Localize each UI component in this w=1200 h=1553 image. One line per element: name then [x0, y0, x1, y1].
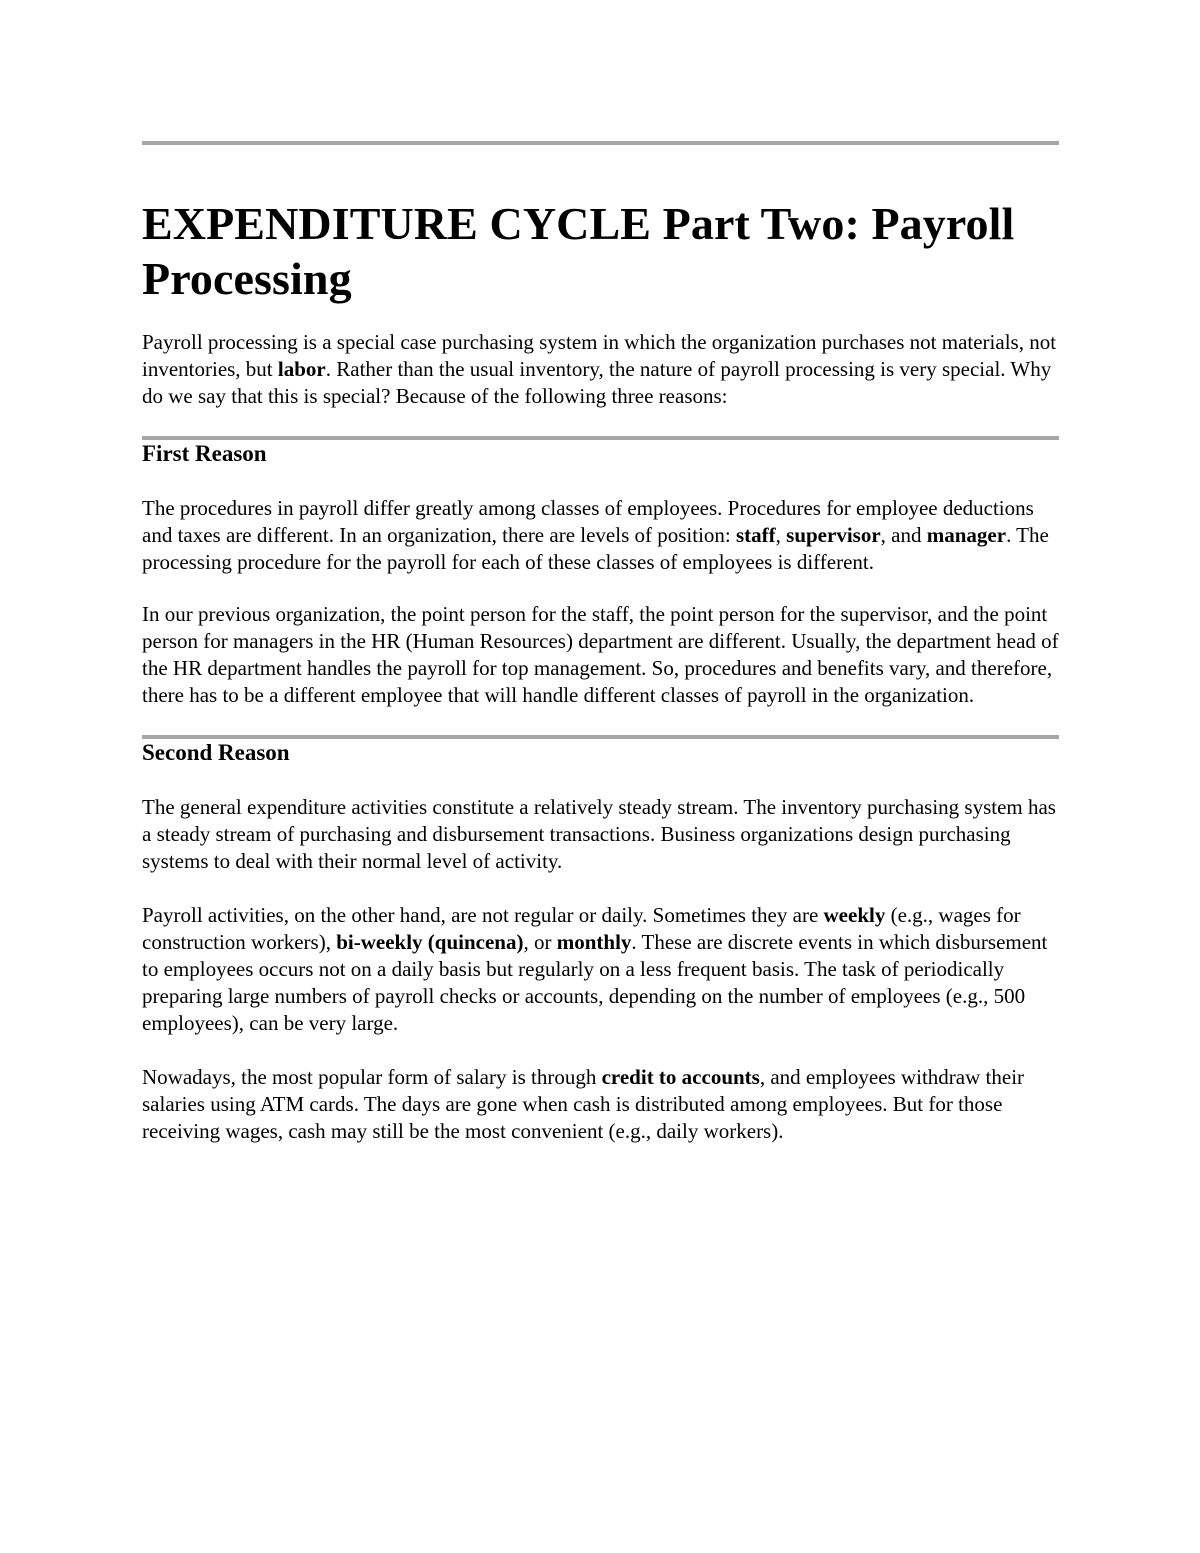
- intro-text-2: . Rather than the usual inventory, the nature of payroll processing is very special. Why do we say that this is special? Because of the following three reasons:: [142, 357, 1052, 408]
- text-run: (e.g., wages for construction workers),: [142, 903, 1021, 954]
- second-reason-paragraph-3: [142, 1064, 1059, 1145]
- intro-bold-labor: labor: [277, 357, 326, 381]
- first-reason-paragraph-1: [142, 495, 1059, 576]
- text-run: The procedures in payroll differ greatly among classes of employees. Procedures for employee deductions and taxes are different. In an organization, there are levels of position:: [142, 496, 1034, 547]
- second-reason-paragraph-1: The general expenditure activities constitute a relatively steady stream. The inventory purchasing system has a steady stream of purchasing and disbursement transactions. Business organizations design purchasing systems to deal with their normal level of activity.: [142, 795, 1056, 873]
- bold-weekly: weekly: [823, 903, 886, 927]
- text-run: ,: [775, 523, 787, 547]
- bold-credit-to-accounts: credit to accounts: [601, 1065, 760, 1089]
- text-run: , and employees withdraw their salaries using ATM cards. The days are gone when cash is distributed among employees. But for those receiving wages, cash may still be the most convenient (e.g., daily workers).: [142, 1065, 1025, 1143]
- first-reason-paragraph-2: In our previous organization, the point person for the staff, the point person for the supervisor, and the point person for managers in the HR (Human Resources) department are different. Usually, the department head of the HR department handles the payroll for top management. So, procedures and benefits vary, and therefore, there has to be a different employee that will handle different classes of payroll in the organization.: [142, 602, 1059, 707]
- horizontal-rule-top: [142, 141, 1059, 145]
- second-reason-paragraph-2: [142, 902, 1059, 1037]
- text-run: . The processing procedure for the payroll for each of these classes of employees is different.: [142, 523, 1049, 574]
- text-run: . These are discrete events in which disbursement to employees occurs not on a daily basis but regularly on a less frequent basis. The task of periodically preparing large numbers of payroll checks or accounts, depending on the number of employees (e.g., 500 employees), can be very large.: [142, 930, 1048, 1035]
- text-run: Nowadays, the most popular form of salary is through: [142, 1065, 602, 1089]
- bold-monthly: monthly: [556, 930, 632, 954]
- text-run: , and: [880, 523, 927, 547]
- intro-text-1: Payroll processing is a special case purchasing system in which the organization purchases not materials, not inventories, but: [142, 330, 1057, 381]
- bold-supervisor: supervisor: [786, 523, 881, 547]
- bold-manager: manager: [926, 523, 1007, 547]
- intro-paragraph: [142, 329, 1059, 410]
- first-reason-heading: First Reason: [142, 441, 267, 466]
- document-title: EXPENDITURE CYCLE Part Two: Payroll Processing: [142, 198, 1015, 304]
- text-run: Payroll activities, on the other hand, are not regular or daily. Sometimes they are: [142, 903, 824, 927]
- second-reason-heading: Second Reason: [142, 740, 290, 765]
- bold-bi-weekly: bi-weekly (quincena): [336, 930, 524, 954]
- text-run: , or: [523, 930, 557, 954]
- bold-staff: staff: [736, 523, 776, 547]
- document-page: [142, 141, 1059, 1145]
